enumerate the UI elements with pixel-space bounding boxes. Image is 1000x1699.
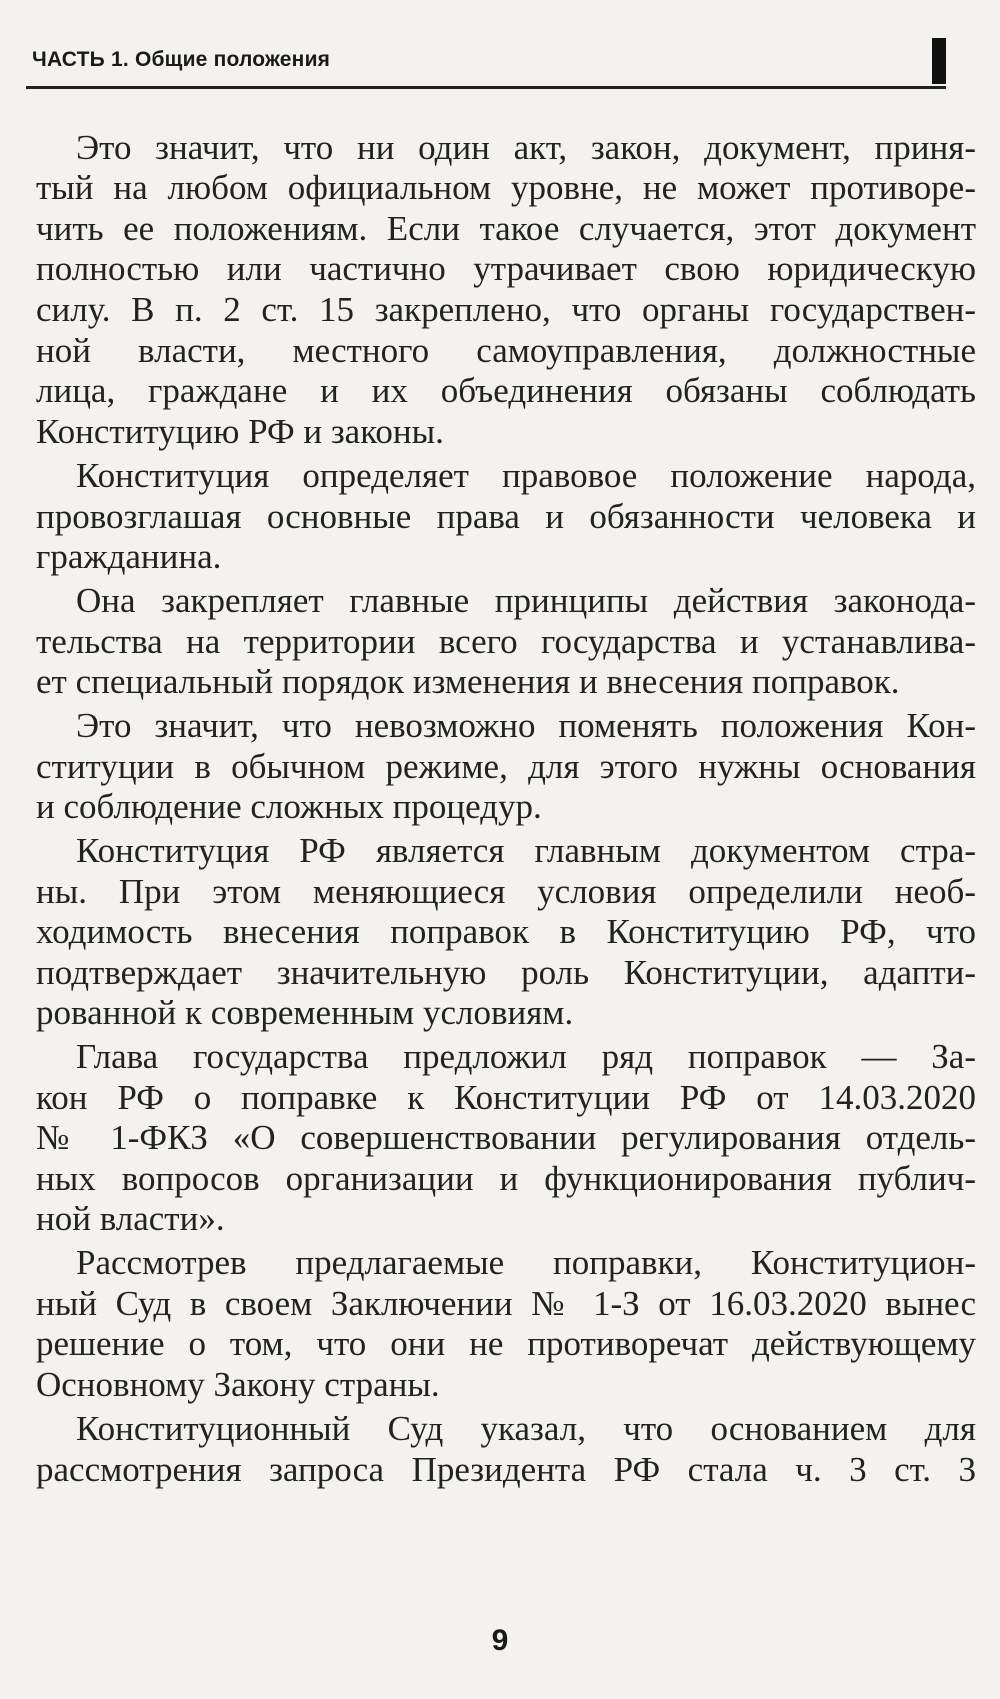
text-line: кон РФ о поправке к Конституции РФ от 14.03.2020 [36, 1078, 976, 1117]
section-marker [932, 38, 946, 84]
text-line: Рассмотрев предлагаемые поправки, Конституцион- [76, 1243, 976, 1282]
text-line: полностью или частично утрачивает свою юридическую [36, 249, 976, 288]
running-header [26, 46, 946, 89]
text-line: Конституция РФ является главным документом стра- [76, 831, 976, 870]
text-line: Она закрепляет главные принципы действия законода- [76, 581, 976, 620]
text-line: рассмотрения запроса Президента РФ стала ч. 3 ст. 3 [36, 1450, 976, 1489]
text-line: рованной к современным условиям. [36, 993, 574, 1032]
text-line: Это значит, что ни один акт, закон, документ, приня- [76, 128, 976, 167]
text-line: ституции в обычном режиме, для этого нужны основания [36, 747, 976, 786]
text-line: ной власти, местного самоуправления, должностные [36, 331, 976, 370]
text-line: ный Суд в своем Заключении № 1-З от 16.03.2020 вынес [36, 1284, 976, 1323]
text-line: лица, граждане и их объединения обязаны соблюдать [36, 371, 976, 410]
text-line: Конституцию РФ и законы. [36, 412, 444, 451]
text-line: ет специальный порядок изменения и внесения поправок. [36, 662, 900, 701]
text-line: гражданина. [36, 537, 222, 576]
text-line: Конституционный Суд указал, что основанием для [76, 1409, 976, 1448]
chapter-title: ЧАСТЬ 1. Общие положения [32, 48, 331, 71]
text-line: Это значит, что невозможно поменять положения Кон- [76, 706, 976, 745]
text-line: Основному Закону страны. [36, 1365, 440, 1404]
text-line: чить ее положениям. Если такое случается, этот документ [36, 209, 976, 248]
text-line: ходимость внесения поправок в Конституцию РФ, что [36, 912, 976, 951]
text-line: подтверждает значительную роль Конституции, адапти- [36, 953, 976, 992]
text-line: № 1-ФКЗ «О совершенствовании регулирования отдель- [36, 1118, 976, 1157]
text-line: силу. В п. 2 ст. 15 закреплено, что органы государствен- [36, 290, 976, 329]
text-line: решение о том, что они не противоречат действующему [36, 1324, 976, 1363]
text-line: ны. При этом меняющиеся условия определили необ- [36, 872, 976, 911]
page-number: 9 [491, 1624, 509, 1657]
text-line: ных вопросов организации и функционирования публич- [36, 1159, 976, 1198]
text-line: и соблюдение сложных процедур. [36, 787, 542, 826]
text-line: тый на любом официальном уровне, не может противоре- [36, 168, 976, 207]
text-line: провозглашая основные права и обязанности человека и [36, 497, 976, 536]
text-line: Конституция определяет правовое положение народа, [76, 456, 976, 495]
text-line: Глава государства предложил ряд поправок — За- [76, 1037, 976, 1076]
text-line: тельства на территории всего государства и устанавлива- [36, 622, 976, 661]
text-line: ной власти». [36, 1199, 225, 1238]
